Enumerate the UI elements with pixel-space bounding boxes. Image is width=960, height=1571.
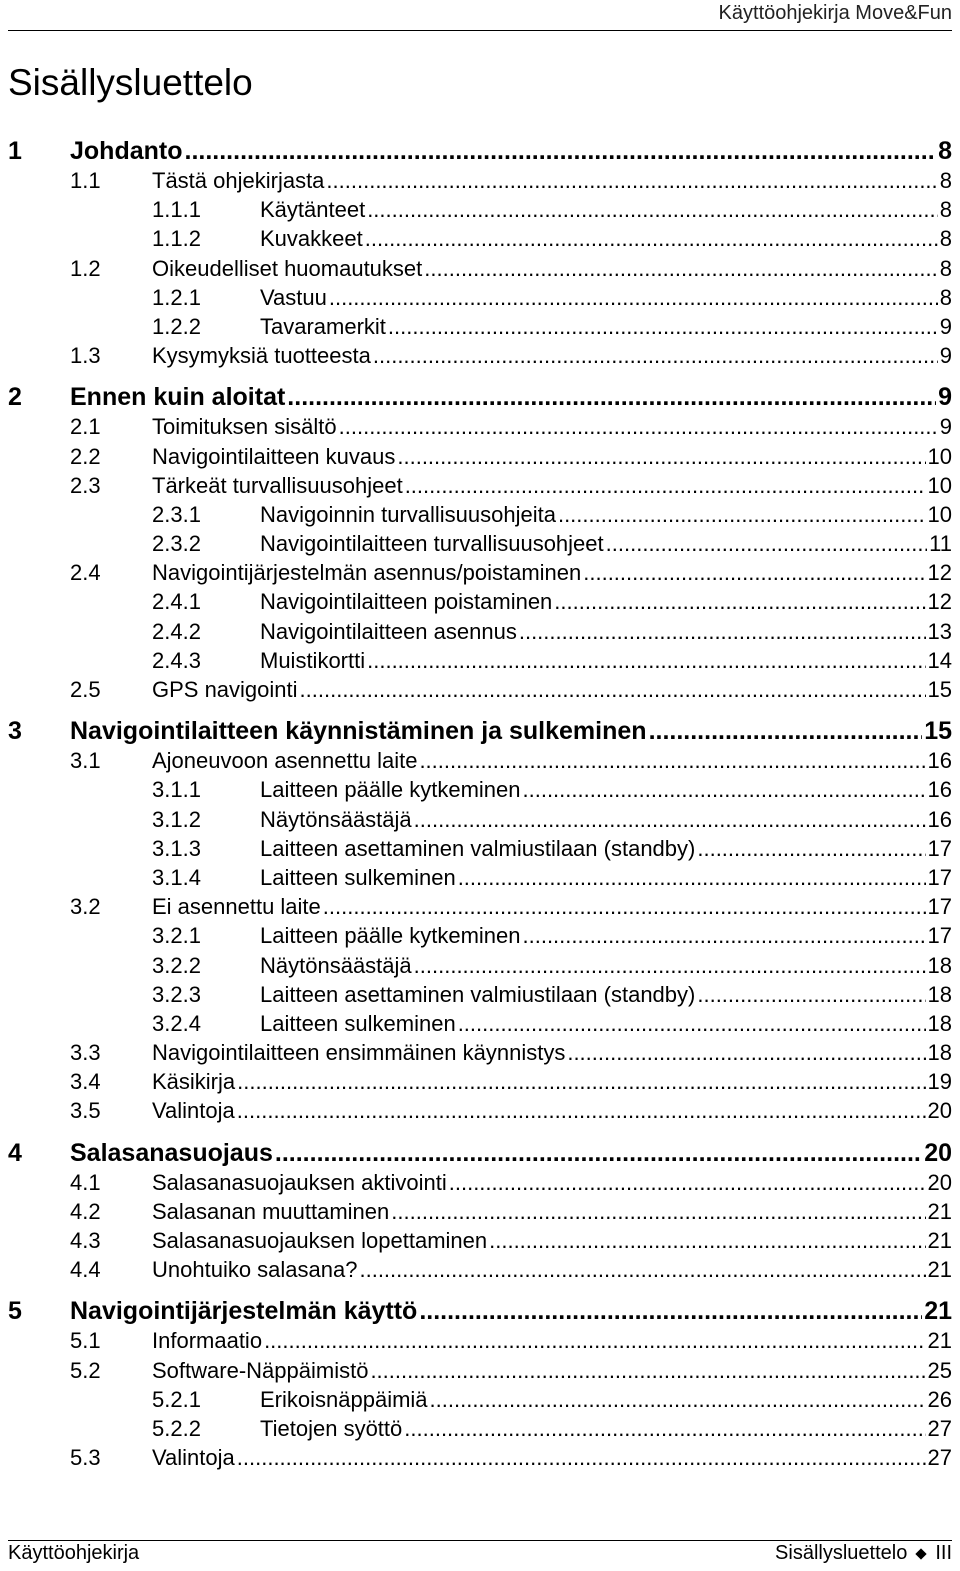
toc-entry-title: Vastuu [260,284,327,310]
toc-entry-number: 2 [8,383,22,412]
toc-entry-title: Oikeudelliset huomautukset [152,255,423,281]
toc-entry-title: Salasanasuojauksen aktivointi [152,1169,447,1195]
toc-entry[interactable] [8,1443,952,1472]
toc-entry-number: 1.2 [70,255,101,281]
toc-entry[interactable] [8,529,952,558]
toc-entry-title: Ajoneuvoon asennettu laite [152,748,418,774]
toc-entry-title: Laitteen päälle kytkeminen [260,923,521,949]
toc-entry-page: 19 [927,1069,952,1095]
toc-entry-page: 25 [927,1357,952,1383]
toc-entry-title: Navigointilaitteen käynnistäminen ja sulkeminen [70,717,647,746]
toc-entry[interactable] [8,1356,952,1385]
toc-dot-leader [391,1197,925,1226]
toc-entry[interactable] [8,1326,952,1355]
toc-entry-page: 21 [927,1328,952,1354]
toc-entry-number: 2.5 [70,677,101,702]
toc-entry[interactable] [8,471,952,500]
toc-entry-title: Unohtuiko salasana? [152,1257,358,1283]
toc-entry-title: Näytönsäästäjä [260,806,412,832]
toc-dot-leader [489,1226,925,1255]
toc-dot-leader [367,195,938,224]
toc-entry-title: Navigointilaitteen asennus [260,618,517,644]
toc-dot-leader [458,1009,926,1038]
toc-entry-title: Laitteen sulkeminen [260,864,456,890]
toc-entry-number: 4.4 [70,1257,101,1283]
toc-entry-number: 5.3 [70,1445,101,1471]
toc-entry-number: 3.2.4 [152,1010,201,1036]
toc-dot-leader [404,1414,925,1443]
page-title: Sisällysluettelo [8,62,253,103]
toc-entry-page: 8 [939,255,952,281]
toc-entry-title: Informaatio [152,1328,263,1354]
toc-entry-title: Erikoisnäppäimiä [260,1386,428,1412]
toc-entry-page: 20 [927,1098,952,1124]
toc-entry-page: 20 [927,1169,952,1195]
toc-dot-leader [287,382,936,412]
toc-entry-number: 5.2.1 [152,1386,201,1412]
toc-entry[interactable] [8,951,952,980]
toc-entry-number: 5 [8,1297,22,1326]
toc-entry-page: 17 [927,835,952,861]
toc-entry-page: 21 [924,1297,952,1326]
toc-entry-title: Ei asennettu laite [152,894,321,920]
toc-entry[interactable] [8,254,952,283]
toc-entry-number: 3.3 [70,1040,101,1066]
toc-entry[interactable] [8,892,952,921]
toc-entry-page: 21 [927,1228,952,1253]
toc-entry-title: Tästä ohjekirjasta [152,168,325,193]
toc-dot-leader [419,746,925,775]
toc-dot-leader [388,312,938,341]
toc-entry-page: 9 [939,313,952,339]
toc-entry-page: 18 [927,1010,952,1036]
toc-entry-title: Salasanasuojaus [70,1138,273,1167]
toc-entry-number: 5.2.2 [152,1415,201,1441]
toc-entry[interactable] [8,1414,952,1443]
toc-entry-title: Laitteen asettaminen valmiustilaan (standby) [260,981,696,1007]
toc-entry-page: 9 [939,414,952,440]
toc-entry-title: Tärkeät turvallisuusohjeet [152,472,403,498]
toc-entry-number: 1.1.2 [152,226,201,252]
toc-entry[interactable] [8,980,952,1009]
toc-entry[interactable] [8,834,952,863]
toc-entry[interactable] [8,1385,952,1414]
toc-dot-leader [419,1296,922,1326]
toc-entry-page: 12 [927,560,952,586]
toc-entry-number: 1.1 [70,168,101,193]
toc-entry-title: Toimituksen sisältö [152,414,337,440]
toc-entry-page: 18 [927,1040,952,1066]
toc-entry-title: Valintoja [152,1445,235,1471]
diamond-icon [916,1548,927,1559]
footer-divider [8,1540,952,1541]
toc-entry-title: Laitteen sulkeminen [260,1010,456,1036]
toc-entry-number: 3 [8,717,22,746]
toc-entry-page: 16 [927,777,952,803]
toc-entry-title: Navigointilaitteen kuvaus [152,443,396,469]
toc-entry-number: 4.2 [70,1198,101,1224]
toc-entry-number: 2.4.3 [152,647,201,673]
toc-dot-leader [405,471,926,500]
toc-dot-leader [449,1168,926,1197]
toc-entry-page: 16 [927,806,952,832]
toc-entry-page: 8 [939,168,952,193]
toc-entry[interactable] [8,195,952,224]
toc-entry-number: 2.4 [70,560,101,586]
toc-entry-number: 3.1 [70,748,101,774]
toc-dot-leader [237,1067,925,1096]
toc-entry-number: 3.1.2 [152,806,201,832]
toc-dot-leader [430,1385,926,1414]
toc-entry-number: 3.1.1 [152,777,201,803]
toc-entry[interactable] [8,1067,952,1096]
toc-entry-page: 12 [927,589,952,615]
toc-entry[interactable] [8,558,952,587]
toc-entry-page: 11 [929,531,952,557]
toc-entry[interactable] [8,863,952,892]
toc-entry[interactable] [8,1096,952,1125]
toc-entry[interactable] [8,1197,952,1226]
toc-entry-number: 2.2 [70,443,101,469]
toc-entry-title: Salasanasuojauksen lopettaminen [152,1228,488,1253]
toc-entry-title: Näytönsäästäjä [260,952,412,978]
toc-entry-title: Johdanto [70,137,183,165]
toc-entry-page: 14 [927,647,952,673]
toc-entry-number: 1.1.1 [152,197,201,223]
toc-dot-leader [367,646,925,675]
toc-entry-number: 3.5 [70,1098,101,1124]
toc-dot-leader [365,224,938,253]
toc-entry-title: Käytänteet [260,197,366,223]
toc-entry-number: 4.1 [70,1169,101,1195]
toc-entry-title: Navigointijärjestelmän asennus/poistaminen [152,560,582,586]
toc-entry-number: 4 [8,1138,22,1167]
toc-entry-page: 10 [927,472,952,498]
toc-entry[interactable] [8,341,952,370]
toc-entry-number: 3.2.3 [152,981,201,1007]
toc-entry-number: 1.2.1 [152,284,201,310]
toc-entry-page: 9 [938,383,952,412]
toc-entry-title: Ennen kuin aloitat [70,383,286,412]
toc-entry-number: 1 [8,137,22,165]
toc-dot-leader [458,863,926,892]
toc-entry-title: Navigointijärjestelmän käyttö [70,1297,418,1326]
toc-entry-page: 20 [924,1138,952,1167]
toc-entry[interactable] [8,166,952,195]
toc-entry[interactable] [8,746,952,775]
toc-entry-number: 3.2.1 [152,923,201,949]
toc-entry-page: 15 [924,717,952,746]
toc-entry-number: 2.3.1 [152,501,201,527]
toc-entry-number: 5.1 [70,1328,101,1354]
toc-entry-title: Laitteen päälle kytkeminen [260,777,521,803]
toc-dot-leader [554,587,925,616]
toc-entry-page: 8 [939,197,952,223]
toc-entry-page: 8 [939,284,952,310]
toc-entry-page: 27 [927,1415,952,1441]
footer-page-info [775,1542,952,1565]
toc-entry[interactable] [8,283,952,312]
toc-dot-leader [237,1096,926,1125]
toc-dot-leader [373,341,938,370]
toc-entry-page: 13 [927,618,952,644]
toc-entry[interactable] [8,1296,952,1326]
toc-dot-leader [326,166,937,195]
toc-entry-page: 10 [927,443,952,469]
toc-entry-page: 8 [939,226,952,252]
toc-entry[interactable] [8,1255,952,1284]
toc-entry[interactable] [8,500,952,529]
toc-entry-number: 3.1.4 [152,864,201,890]
toc-entry-page: 15 [927,677,952,702]
toc-entry[interactable] [8,1038,952,1067]
toc-entry-title: Software-Näppäimistö [152,1357,369,1383]
toc-entry-page: 8 [938,137,952,165]
toc-entry-page: 21 [927,1198,952,1224]
toc-entry[interactable] [8,716,952,746]
toc-entry[interactable] [8,646,952,675]
toc-entry[interactable] [8,382,952,412]
toc-entry[interactable] [8,312,952,341]
toc-dot-leader [649,716,923,746]
toc-dot-leader [697,834,925,863]
toc-entry[interactable] [8,587,952,616]
toc-entry-number: 1.2.2 [152,313,201,339]
toc-dot-leader [519,617,926,646]
toc-entry-number: 2.4.2 [152,618,201,644]
toc-entry[interactable] [8,442,952,471]
toc-entry-title: Tavaramerkit [260,313,386,339]
toc-dot-leader [329,283,938,312]
toc-entry-page: 26 [927,1386,952,1412]
toc-entry-number: 2.3.2 [152,531,201,557]
toc-entry-number: 2.4.1 [152,589,201,615]
toc-dot-leader [697,980,925,1009]
toc-entry-page: 27 [927,1445,952,1471]
toc-dot-leader [300,675,926,704]
toc-entry[interactable] [8,1009,952,1038]
running-header: Käyttöohjekirja Move&Fun [718,2,952,24]
table-of-contents [8,136,952,1472]
toc-entry-number: 2.3 [70,472,101,498]
footer-document-title: Käyttöohjekirja [8,1542,140,1564]
toc-entry[interactable] [8,224,952,253]
toc-dot-leader [237,1443,926,1472]
toc-entry-number: 3.2.2 [152,952,201,978]
toc-entry-number: 2.1 [70,414,101,440]
toc-entry-number: 4.3 [70,1228,101,1253]
toc-entry[interactable] [8,1138,952,1168]
toc-dot-leader [523,775,926,804]
toc-entry-title: Navigointilaitteen ensimmäinen käynnistys [152,1040,566,1066]
toc-dot-leader [323,892,926,921]
toc-entry-title: Tietojen syöttö [260,1415,403,1441]
toc-dot-leader [264,1326,925,1355]
toc-entry-page: 21 [927,1257,952,1283]
toc-entry-title: Valintoja [152,1098,235,1124]
toc-entry-title: Navigointilaitteen poistaminen [260,589,553,615]
toc-entry-title: Navigointilaitteen turvallisuusohjeet [260,531,604,557]
toc-entry-title: Navigoinnin turvallisuusohjeita [260,501,556,527]
toc-entry-number: 5.2 [70,1357,101,1383]
toc-entry[interactable] [8,412,952,441]
toc-dot-leader [558,500,926,529]
header-divider [8,30,952,31]
toc-entry[interactable] [8,1168,952,1197]
toc-entry-title: GPS navigointi [152,677,298,702]
toc-entry-page: 18 [927,952,952,978]
toc-entry-number: 3.4 [70,1069,101,1095]
toc-entry[interactable] [8,775,952,804]
toc-dot-leader [370,1356,925,1385]
footer-page-number: III [935,1542,952,1564]
toc-entry-page: 9 [939,343,952,369]
toc-dot-leader [583,558,925,587]
toc-entry-title: Muistikortti [260,647,366,673]
toc-entry-page: 17 [927,923,952,949]
toc-dot-leader [523,921,926,950]
toc-dot-leader [567,1038,925,1067]
toc-entry-page: 10 [927,501,952,527]
toc-entry[interactable] [8,1226,952,1255]
toc-entry-page: 18 [927,981,952,1007]
toc-entry[interactable] [8,921,952,950]
toc-entry-title: Kysymyksiä tuotteesta [152,343,371,369]
toc-entry-number: 3.1.3 [152,835,201,861]
toc-dot-leader [339,412,938,441]
toc-entry-title: Kuvakkeet [260,226,363,252]
toc-dot-leader [397,442,925,471]
toc-entry-page: 17 [927,864,952,890]
toc-dot-leader [414,805,926,834]
toc-entry[interactable] [8,136,952,166]
toc-dot-leader [359,1255,925,1284]
toc-dot-leader [414,951,926,980]
toc-entry-title: Salasanan muuttaminen [152,1198,390,1224]
footer-section-name: Sisällysluettelo [775,1542,908,1564]
toc-entry-title: Käsikirja [152,1069,236,1095]
toc-entry[interactable] [8,675,952,704]
toc-entry-title: Laitteen asettaminen valmiustilaan (standby) [260,835,696,861]
toc-entry-number: 3.2 [70,894,101,920]
toc-dot-leader [185,136,937,166]
toc-entry-page: 17 [927,894,952,920]
toc-entry[interactable] [8,805,952,834]
toc-dot-leader [275,1138,922,1168]
toc-entry[interactable] [8,617,952,646]
toc-dot-leader [606,529,928,558]
toc-entry-number: 1.3 [70,343,101,369]
toc-entry-page: 16 [927,748,952,774]
toc-dot-leader [424,254,937,283]
